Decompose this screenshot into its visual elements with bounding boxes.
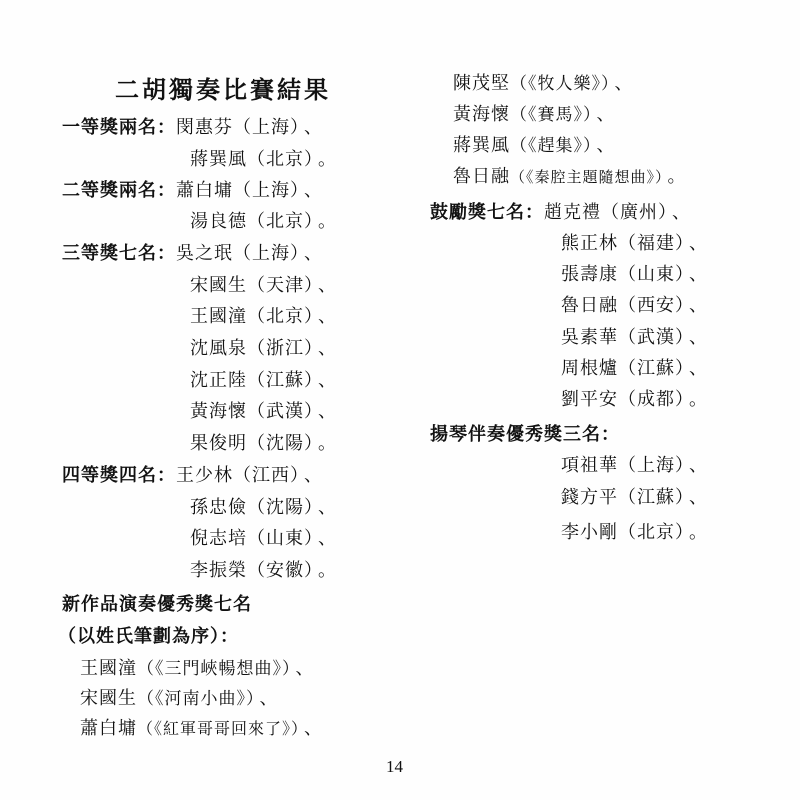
- third-prize-row-6: [190, 401, 337, 423]
- encourage-row-4: [561, 295, 708, 317]
- winner-place: （沈陽）: [247, 497, 314, 518]
- winner-place: （沈陽）: [247, 433, 314, 454]
- new-works-heading: 新作品演奏優秀獎七名: [62, 594, 252, 615]
- separator: 、: [596, 104, 616, 125]
- winner-name: 熊正林: [561, 233, 618, 254]
- separator: 。: [689, 522, 708, 543]
- first-prize-label: 一等獎兩名：: [62, 117, 176, 138]
- winner-place: （江蘇）: [618, 487, 685, 508]
- performer-name: 蔣巽風: [453, 135, 510, 156]
- winner-name: 王少林: [176, 465, 233, 486]
- winner-name: 王國潼: [190, 306, 247, 327]
- separator: 、: [304, 243, 323, 264]
- winner-place: （浙江）: [247, 338, 314, 359]
- winner-name: 趙克禮: [544, 202, 601, 223]
- winner-name: 孫忠儉: [190, 497, 247, 518]
- separator: 、: [672, 202, 691, 223]
- winner-name: 錢方平: [561, 487, 618, 508]
- separator: 、: [304, 117, 323, 138]
- winner-place: （江蘇）: [618, 358, 685, 379]
- separator: 、: [304, 465, 323, 486]
- second-prize-row-2: [190, 211, 337, 233]
- performer-name: 黃海懷: [453, 104, 510, 125]
- new-works-row-6: [453, 135, 616, 157]
- second-prize-row-1: [62, 180, 323, 202]
- third-prize-row-3: [190, 306, 337, 328]
- winner-place: （江西）: [233, 465, 300, 486]
- fourth-prize-row-1: [62, 465, 323, 487]
- new-works-row-3: [80, 718, 323, 740]
- performer-name: 蕭白墉: [80, 718, 137, 739]
- separator: 、: [304, 718, 324, 739]
- page-number: 14: [386, 757, 403, 776]
- encourage-row-5: [561, 327, 708, 349]
- second-prize-label: 二等獎兩名：: [62, 180, 176, 201]
- winner-name: 蔣巽風: [190, 149, 247, 170]
- winner-name: 李小剛: [561, 522, 618, 543]
- yangqin-row-3: [561, 522, 708, 544]
- separator: 、: [689, 358, 708, 379]
- separator: 、: [259, 688, 279, 709]
- separator: 、: [689, 295, 708, 316]
- winner-place: （北京）: [247, 306, 314, 327]
- winner-name: 吳素華: [561, 327, 618, 348]
- fourth-prize-row-2: [190, 497, 337, 519]
- winner-place: （西安）: [618, 295, 685, 316]
- winner-place: （北京）: [618, 522, 685, 543]
- separator: 、: [304, 180, 323, 201]
- fourth-prize-label: 四等獎四名：: [62, 465, 176, 486]
- winner-name: 吳之珉: [176, 243, 233, 264]
- encourage-row-6: [561, 358, 708, 380]
- separator: 、: [318, 497, 337, 518]
- winner-place: （上海）: [233, 243, 300, 264]
- encourage-label: 鼓勵獎七名：: [430, 202, 544, 223]
- separator: 、: [689, 233, 708, 254]
- third-prize-row-5: [190, 370, 337, 392]
- winner-place: （廣州）: [601, 202, 668, 223]
- winner-name: 劉平安: [561, 389, 618, 410]
- winner-name: 李振榮: [190, 560, 247, 581]
- winner-place: （上海）: [233, 117, 300, 138]
- new-works-row-7: [453, 166, 687, 188]
- fourth-prize-row-3: [190, 528, 337, 550]
- third-prize-row-1: [62, 243, 323, 265]
- work-title: （《紅軍哥哥回來了》）: [137, 719, 301, 738]
- yangqin-row-1: [561, 455, 708, 477]
- separator: 、: [596, 135, 616, 156]
- separator: 。: [689, 389, 708, 410]
- work-title: （《秦腔主題隨想曲》）: [510, 168, 664, 186]
- encourage-row-1: [430, 202, 691, 224]
- work-title: （《河南小曲》）: [137, 689, 256, 709]
- separator: 、: [689, 487, 708, 508]
- winner-place: （武漢）: [618, 327, 685, 348]
- winner-name: 沈風泉: [190, 338, 247, 359]
- work-title: （《三門峽暢想曲》）: [137, 659, 292, 679]
- separator: 。: [318, 433, 337, 454]
- winner-name: 魯日融: [561, 295, 618, 316]
- winner-place: （武漢）: [247, 401, 314, 422]
- performer-name: 宋國生: [80, 688, 137, 709]
- winner-name: 張壽康: [561, 264, 618, 285]
- performer-name: 王國潼: [80, 658, 137, 679]
- new-works-subheading: （以姓氏筆劃為序）：: [58, 626, 239, 647]
- winner-place: （北京）: [247, 149, 314, 170]
- winner-place: （安徽）: [247, 560, 314, 581]
- page-title: 二胡獨奏比賽結果: [115, 75, 331, 104]
- separator: 、: [689, 327, 708, 348]
- work-title: （《賽馬》）: [510, 105, 593, 125]
- winner-name: 倪志培: [190, 528, 247, 549]
- winner-place: （天津）: [247, 275, 314, 296]
- separator: 、: [318, 275, 337, 296]
- work-title: （《趕集》）: [510, 136, 593, 156]
- first-prize-row-2: [190, 149, 337, 171]
- winner-name: 閔惠芬: [176, 117, 233, 138]
- winner-name: 黃海懷: [190, 401, 247, 422]
- performer-name: 魯日融: [453, 166, 510, 187]
- winner-place: （成都）: [618, 389, 685, 410]
- winner-place: （上海）: [233, 180, 300, 201]
- winner-name: 項祖華: [561, 455, 618, 476]
- separator: 、: [318, 528, 337, 549]
- winner-place: （山東）: [618, 264, 685, 285]
- work-title: （《牧人樂》）: [510, 74, 611, 94]
- third-prize-label: 三等獎七名：: [62, 243, 176, 264]
- encourage-row-2: [561, 233, 708, 255]
- performer-name: 陳茂堅: [453, 73, 510, 94]
- encourage-row-7: [561, 389, 708, 411]
- separator: 、: [318, 306, 337, 327]
- separator: 、: [318, 338, 337, 359]
- new-works-row-1: [80, 658, 315, 680]
- winner-name: 宋國生: [190, 275, 247, 296]
- separator: 。: [318, 211, 337, 232]
- winner-name: 蕭白墉: [176, 180, 233, 201]
- separator: 。: [318, 149, 337, 170]
- yangqin-heading: 揚琴伴奏優秀獎三名：: [430, 424, 620, 445]
- winner-name: 周根爐: [561, 358, 618, 379]
- separator: 、: [689, 455, 708, 476]
- separator: 。: [667, 166, 687, 187]
- yangqin-row-2: [561, 487, 708, 509]
- new-works-row-5: [453, 104, 616, 126]
- separator: 、: [318, 370, 337, 391]
- third-prize-row-4: [190, 338, 337, 360]
- separator: 。: [318, 560, 337, 581]
- winner-name: 沈正陸: [190, 370, 247, 391]
- winner-name: 湯良德: [190, 211, 247, 232]
- third-prize-row-2: [190, 275, 337, 297]
- first-prize-row-1: [62, 117, 323, 139]
- encourage-row-3: [561, 264, 708, 286]
- winner-place: （福建）: [618, 233, 685, 254]
- winner-place: （北京）: [247, 211, 314, 232]
- fourth-prize-row-4: [190, 560, 337, 582]
- separator: 、: [318, 401, 337, 422]
- winner-place: （山東）: [247, 528, 314, 549]
- separator: 、: [614, 73, 634, 94]
- winner-place: （上海）: [618, 455, 685, 476]
- third-prize-row-7: [190, 433, 337, 455]
- separator: 、: [295, 658, 315, 679]
- winner-name: 果俊明: [190, 433, 247, 454]
- new-works-row-2: [80, 688, 279, 710]
- new-works-row-4: [453, 73, 634, 95]
- separator: 、: [689, 264, 708, 285]
- winner-place: （江蘇）: [247, 370, 314, 391]
